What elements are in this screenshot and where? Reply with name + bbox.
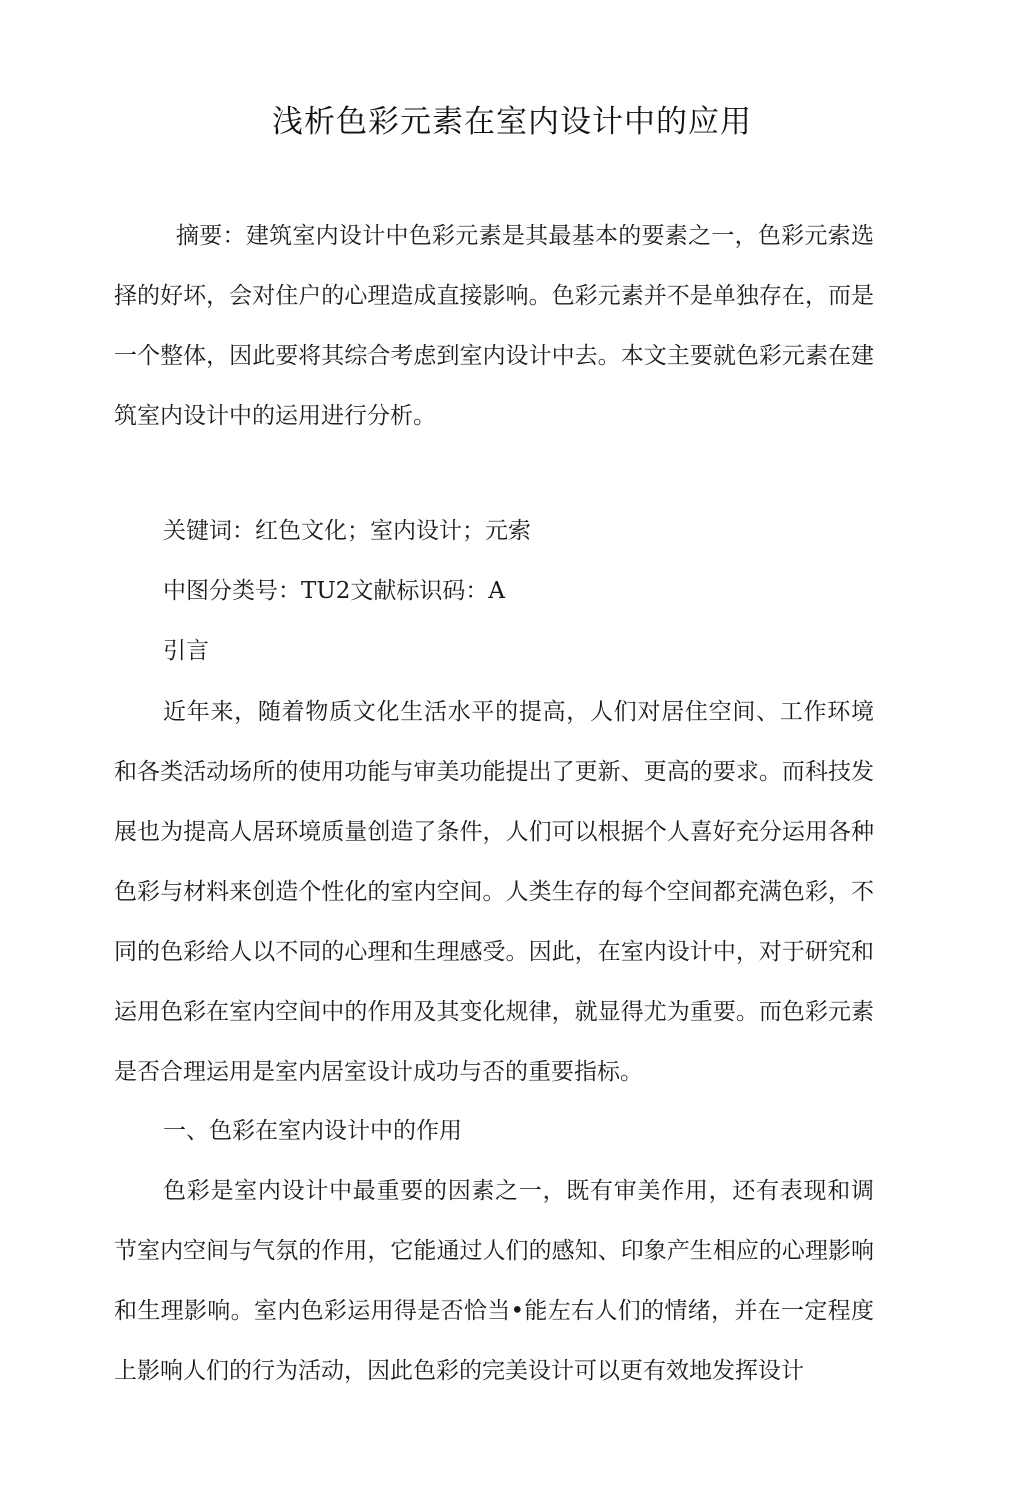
classification-line: 中图分类号：TU2文献标识码：A bbox=[163, 578, 505, 604]
document-title: 浅析色彩元素在室内设计中的应用 bbox=[272, 104, 752, 140]
intro-heading: 引言 bbox=[163, 638, 209, 664]
abstract-paragraph: 摘要：建筑室内设计中色彩元素是其最基本的要素之一，色彩元索选择的好坏，会对住户的心理造成直接影响。色彩元素并不是单独存在，而是一个整体，因此要将其综合考虑到室内设计中去。本文主要就色彩元素在建筑室内设计中的运用进行分析。 bbox=[114, 223, 874, 429]
keywords-line: 关键词：红色文化；室内设计；元索 bbox=[163, 518, 531, 544]
intro-paragraph: 近年来，随着物质文化生活水平的提高，人们对居住空间、工作环境和各类活动场所的使用功能与审美功能提出了更新、更高的要求。而科技发展也为提高人居环境质量创造了条件，人们可以根据个人喜好充分运用各种色彩与材料来创造个性化的室内空间。人类生存的每个空间都充满色彩，不同的色彩给人以不同的心理和生理感受。因此，在室内设计中，对于研究和运用色彩在室内空间中的作用及其变化规律，就显得尤为重要。而色彩元素是否合理运用是室内居室设计成功与否的重要指标。 bbox=[114, 699, 874, 1085]
section1-heading: 一、色彩在室内设计中的作用 bbox=[163, 1118, 462, 1144]
section1-paragraph: 色彩是室内设计中最重要的因素之一，既有审美作用，还有表现和调节室内空间与气氛的作用，它能通过人们的感知、印象产生相应的心理影响和生理影响。室内色彩运用得是否恰当•能左右人们的情绪，并在一定程度上影响人们的行为活动，因此色彩的完美设计可以更有效地发挥设计 bbox=[114, 1178, 874, 1384]
